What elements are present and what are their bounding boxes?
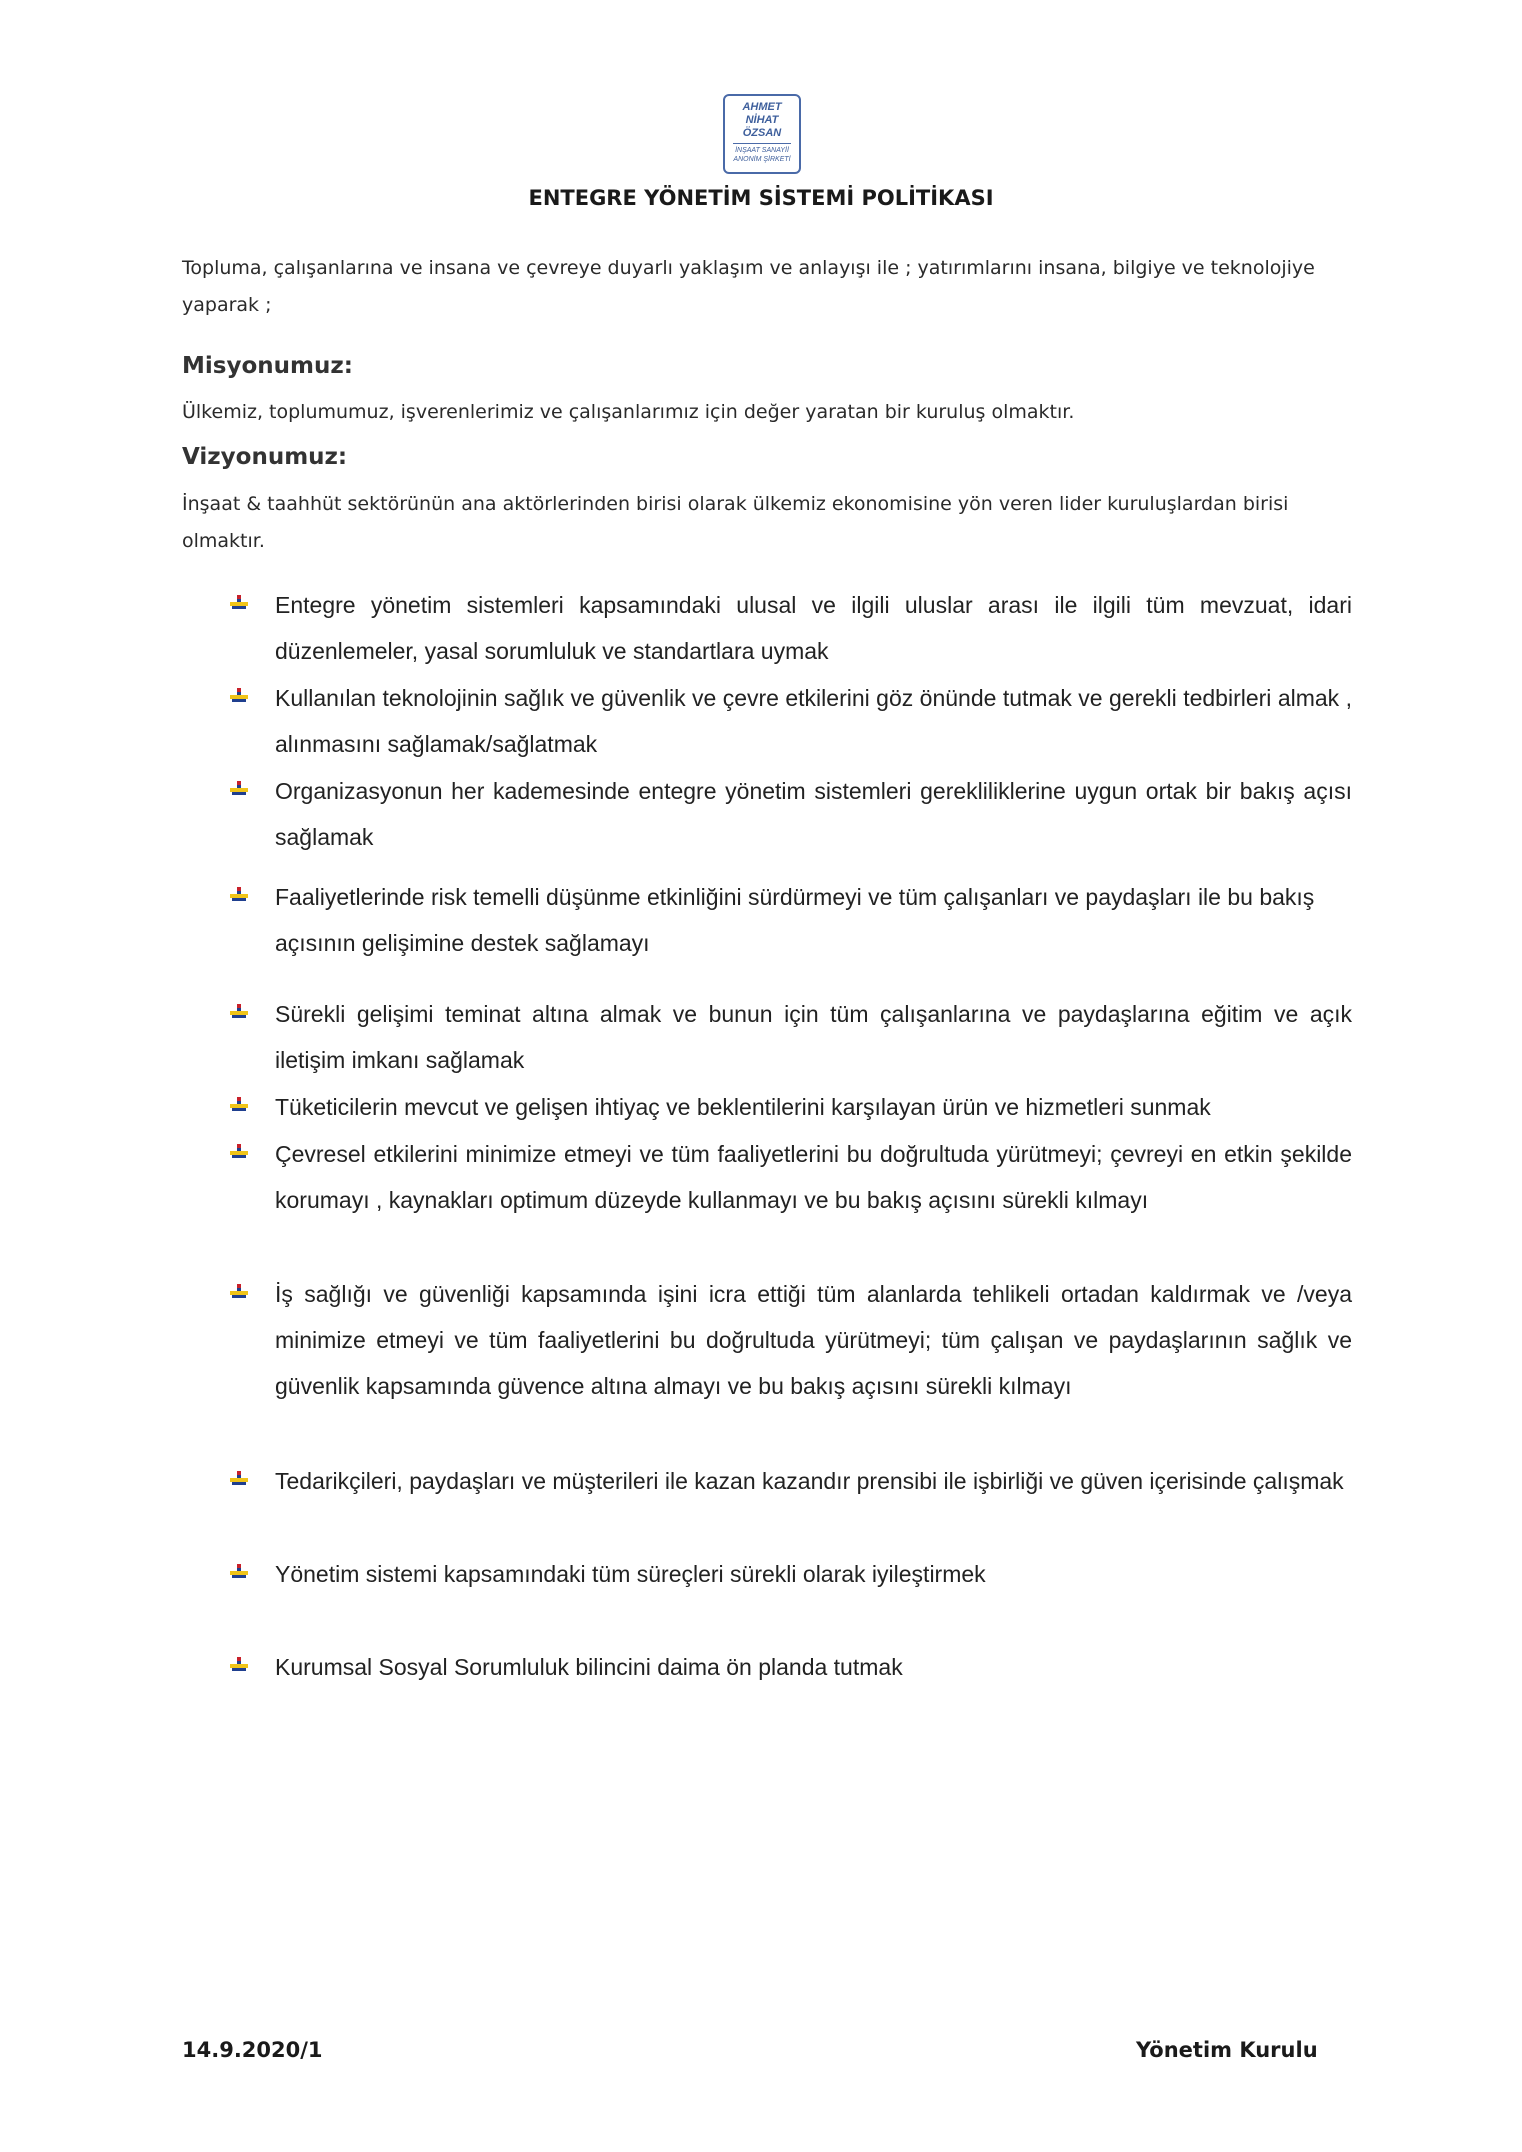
document-date-reference: 14.9.2020/1 <box>182 2038 323 2062</box>
policy-item-text: Sürekli gelişimi teminat altına almak ve bunun için tüm çalışanlarına ve paydaşlarına eğitim ve açık iletişim imkanı sağlamak <box>275 1001 1352 1073</box>
triangle-arrow-bullet-icon <box>230 887 248 903</box>
logo-subline-1: İNŞAAT SANAYİİ <box>735 147 789 154</box>
policy-item-text: Kurumsal Sosyal Sorumluluk bilincini daima ön planda tutmak <box>275 1654 903 1680</box>
logo-line-2: NİHAT <box>745 114 779 126</box>
triangle-arrow-bullet-icon <box>230 688 248 704</box>
logo-line-3: ÖZSAN <box>742 127 782 139</box>
triangle-arrow-bullet-icon <box>230 1564 248 1580</box>
policy-item-text: Faaliyetlerinde risk temelli düşünme etkinliğini sürdürmeyi ve tüm çalışanları ve paydaşları ile bu bakış açısının gelişimine destek sağlamayı <box>275 884 1315 956</box>
mission-text: Ülkemiz, toplumumuz, işverenlerimiz ve çalışanlarımız için değer yaratan bir kuruluş olmaktır. <box>182 401 1075 423</box>
policy-item-text: İş sağlığı ve güvenliği kapsamında işini icra ettiği tüm alanlarda tehlikeli ortadan kaldırmak ve /veya minimize etmeyi ve tüm faaliyetlerini bu doğrultuda yürütmeyi; tüm çalışan ve paydaşlarının sağlık ve güvenlik kapsamında güvence altına almayı ve bu bakış açısını sürekli kılmayı <box>275 1281 1352 1399</box>
policy-item-text: Yönetim sistemi kapsamındaki tüm süreçleri sürekli olarak iyileştirmek <box>275 1561 986 1587</box>
triangle-arrow-bullet-icon <box>230 781 248 797</box>
policy-item-text: Tedarikçileri, paydaşları ve müşterileri ile kazan kazandır prensibi ile işbirliği ve güven içerisinde çalışmak <box>275 1468 1344 1494</box>
vision-text: İnşaat & taahhüt sektörünün ana aktörlerinden birisi olarak ülkemiz ekonomisine yön veren lider kuruluşlardan birisi olmaktır. <box>182 493 1289 552</box>
triangle-arrow-bullet-icon <box>230 595 248 611</box>
logo-line-1: AHMET <box>742 101 782 113</box>
policy-item-text: Kullanılan teknolojinin sağlık ve güvenlik ve çevre etkilerini göz önünde tutmak ve gerekli tedbirleri almak , alınmasını sağlamak/sağlatmak <box>275 685 1352 757</box>
company-logo <box>723 94 801 174</box>
policy-item-text: Entegre yönetim sistemleri kapsamındaki ulusal ve ilgili uluslar arası ile ilgili tüm mevzuat, idari düzenlemeler, yasal sorumluluk ve standartlara uymak <box>275 592 1352 664</box>
triangle-arrow-bullet-icon <box>230 1471 248 1487</box>
triangle-arrow-bullet-icon <box>230 1284 248 1300</box>
mission-heading: Misyonumuz: <box>182 353 353 379</box>
logo-divider <box>733 143 791 144</box>
policy-item-text: Tüketicilerin mevcut ve gelişen ihtiyaç ve beklentilerini karşılayan ürün ve hizmetleri sunmak <box>275 1094 1211 1120</box>
triangle-arrow-bullet-icon <box>230 1144 248 1160</box>
triangle-arrow-bullet-icon <box>230 1004 248 1020</box>
signatory-label: Yönetim Kurulu <box>1136 2038 1318 2062</box>
policy-item-text: Çevresel etkilerini minimize etmeyi ve tüm faaliyetlerini bu doğrultuda yürütmeyi; çevreyi en etkin şekilde korumayı , kaynakları optimum düzeyde kullanmayı ve bu bakış açısını sürekli kılmayı <box>275 1141 1352 1213</box>
logo-subline-2: ANONİM ŞİRKETİ <box>733 156 791 163</box>
vision-heading: Vizyonumuz: <box>182 444 348 470</box>
policy-item-text: Organizasyonun her kademesinde entegre yönetim sistemleri gerekliliklerine uygun ortak bir bakış açısı sağlamak <box>275 778 1352 850</box>
page-title: ENTEGRE YÖNETİM SİSTEMİ POLİTİKASI <box>528 186 994 210</box>
intro-paragraph: Topluma, çalışanlarına ve insana ve çevreye duyarlı yaklaşım ve anlayışı ile ; yatırımlarını insana, bilgiye ve teknolojiye yaparak ; <box>182 257 1315 316</box>
triangle-arrow-bullet-icon <box>230 1097 248 1113</box>
triangle-arrow-bullet-icon <box>230 1657 248 1673</box>
